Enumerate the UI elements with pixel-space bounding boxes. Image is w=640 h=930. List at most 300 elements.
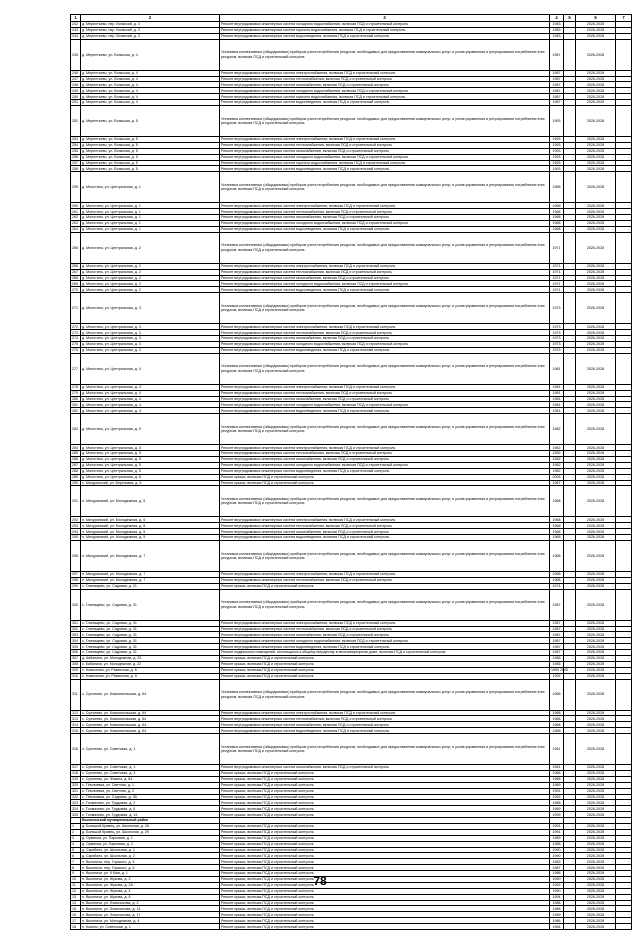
row-address: д. Молотино, ул. Центральная, д. 3 [81, 330, 220, 336]
row-number: 288 [71, 468, 81, 474]
row-year: 1973 [550, 330, 564, 336]
row-period: 2026-2028 [576, 468, 616, 474]
row-work-type: Ремонт внутридомовых инженерных систем электроснабжения, включая ПСД и строительный контроль [220, 203, 550, 209]
row-period: 2026-2028 [576, 865, 616, 871]
table-row [71, 486, 632, 517]
row-work-type: Ремонт крыши, включая ПСД и строительный контроль [220, 776, 550, 782]
row-col5 [564, 353, 576, 384]
row-year: 1987 [550, 70, 564, 76]
row-year: 1961 [550, 765, 564, 771]
row-number: 322 [71, 794, 81, 800]
row-period: 2026-2028 [576, 408, 616, 414]
row-number: 318 [71, 771, 81, 777]
row-address: п. Выгоничи, ул. Жукова, д. 2 [81, 877, 220, 883]
row-period: 2026-2028 [576, 160, 616, 166]
row-year: 1982 [550, 451, 564, 457]
row-col7 [616, 353, 632, 384]
row-number: 285 [71, 451, 81, 457]
row-period: 2026-2028 [576, 82, 616, 88]
row-work-type: Ремонт крыши, включая ПСД и строительный контроль [220, 806, 550, 812]
row-number: 300 [71, 589, 81, 620]
row-period: 2026-2028 [576, 281, 616, 287]
row-address: п. Мичуринский, ул. Молодежная, д. 5 [81, 535, 220, 541]
row-period: 2026-2028 [576, 215, 616, 221]
row-period: 2026-2028 [576, 529, 616, 535]
row-col7 [616, 172, 632, 203]
row-period: 2026-2028 [576, 765, 616, 771]
row-year: 1988 [550, 841, 564, 847]
row-year: 1973 [550, 341, 564, 347]
row-address: с. Толмачево, ул. Трудовая, д. 14 [81, 812, 220, 818]
row-year: 1982 [550, 414, 564, 445]
row-work-type: Ремонт внутридомовых инженерных систем электроснабжения, включая ПСД и строительный контроль [220, 324, 550, 330]
row-period: 2026-2028 [576, 445, 616, 451]
row-year: 1987 [550, 626, 564, 632]
row-work-type: Ремонт внутридомовых инженерных систем водоотведения, включая ПСД и строительный контроль [220, 347, 550, 353]
row-address: д. Молотино, ул. Центральная, д. 8 [81, 474, 220, 480]
row-year: 1968 [550, 776, 564, 782]
row-period: 2026-2028 [576, 812, 616, 818]
row-work-type: Ремонт внутридомовых инженерных систем холодного водоснабжения, включая ПСД и строительный контроль [220, 402, 550, 408]
row-year: 1990 [550, 847, 564, 853]
row-address: д. Мерелтьево, пер. Вонкский, д. 3 [81, 33, 220, 39]
row-work-type: Ремонт крыши, включая ПСД и строительный контроль [220, 894, 550, 900]
row-work-type: Ремонт внутридомовых инженерных систем газоснабжения, включая ПСД и строительный контроль [220, 456, 550, 462]
row-period: 2026-2028 [576, 577, 616, 583]
row-work-type: Ремонт крыши, включая ПСД и строительный контроль [220, 865, 550, 871]
row-period: 2026-2028 [576, 269, 616, 275]
row-year: 1991 [550, 829, 564, 835]
row-work-type: Ремонт внутридомовых инженерных систем водоотведения, включая ПСД и строительный контроль [220, 33, 550, 39]
table-row [71, 414, 632, 445]
row-work-type: Ремонт внутридомовых инженерных систем газоснабжения, включая ПСД и строительный контроль [220, 765, 550, 771]
row-work-type: Ремонт внутридомовых инженерных систем электроснабжения, включая ПСД и строительный контроль [220, 517, 550, 523]
row-year: 1990 2005 [551, 668, 568, 673]
row-period: 2026-2028 [576, 209, 616, 215]
row-year: 1981 [550, 402, 564, 408]
row-period: 2026-2028 [576, 882, 616, 888]
row-period: 2026-2028 [576, 912, 616, 918]
row-address: п. Мичуринский, ул. Молодежная, д. 5 [81, 523, 220, 529]
row-address: д. Орменка, ул. Парковая, д. 2 [81, 841, 220, 847]
works-table-body [71, 15, 632, 930]
row-number: 305 [71, 644, 81, 650]
row-address: д. Молотино, ул. Центральная, д. 1 [81, 221, 220, 227]
row-period: 2026-2028 [576, 517, 616, 523]
row-year: 1968 [550, 716, 564, 722]
row-work-type: Ремонт внутридомовых инженерных систем холодного водоснабжения, включая ПСД и строительный контроль [220, 281, 550, 287]
row-period: 2026-2028 [576, 390, 616, 396]
row-number: 243 [71, 27, 81, 33]
row-address: д. Мерелтьево, ул. Вонкская, д. 5 [81, 106, 220, 137]
row-work-type: Ремонт крыши, включая ПСД и строительный контроль [220, 824, 550, 830]
row-period: 2026-2028 [576, 800, 616, 806]
row-col7 [616, 293, 632, 324]
row-number: 287 [71, 462, 81, 468]
row-number: 276 [71, 347, 81, 353]
row-address: с. Сулонево, ул. Комсомольская, д. 64 [81, 722, 220, 728]
row-address: п. Выгоничи, ул. Жукова, д. 4 [81, 888, 220, 894]
row-period: 2026-2028 [576, 88, 616, 94]
row-year: 1981 [550, 353, 564, 384]
row-period: 2026-2028 [576, 330, 616, 336]
row-address: с. Глинищево, ул. Садовая, д. 31 [81, 638, 220, 644]
row-col7 [616, 540, 632, 571]
row-address: с. Глинищево, ул. Садовая, д. 31 [81, 620, 220, 626]
row-address: д. Мерелтьево, пер. Вонкский, д. 3 [81, 27, 220, 33]
row-number: 3 [71, 835, 81, 841]
row-number: 17 [71, 918, 81, 924]
row-year: 1990 [550, 888, 564, 894]
row-year: 1971 [550, 275, 564, 281]
row-address: д. Молотино, ул. Центральная, д. 1 [81, 226, 220, 232]
row-work-type: Ремонт внутридомовых инженерных систем горячего водоснабжения, включая ПСД и строительный контроль [220, 160, 550, 166]
row-number: 291 [71, 486, 81, 517]
row-number: 251 [71, 100, 81, 106]
row-number: 277 [71, 353, 81, 384]
row-number: 279 [71, 390, 81, 396]
row-year: 1968 [550, 710, 564, 716]
row-year: 1987 [550, 76, 564, 82]
header-col-6: 6 [576, 15, 616, 22]
row-number: 18 [71, 924, 81, 930]
row-work-type: Ремонт крыши, включая ПСД и строительный контроль [220, 788, 550, 794]
row-period: 2026-2028 [576, 336, 616, 342]
row-period: 2026-2028 [576, 835, 616, 841]
row-address: п. Выгоничи, ул. Ломоносова, д. 13 [81, 906, 220, 912]
row-year: 1968 [550, 486, 564, 517]
row-col5 [564, 293, 576, 324]
row-number: 278 [71, 384, 81, 390]
row-col7 [616, 414, 632, 445]
row-number: 242 [71, 22, 81, 28]
row-address: д. Мерелтьево, ул. Вонкская, д. 5 [81, 160, 220, 166]
row-address: п. Мичуринский, ул. Молодежная, д. 7 [81, 577, 220, 583]
row-work-type: Установка коллективных (общедомовых) приборов учета потребления ресурсов, необходимых для предоставления коммунальных услуг, и узлов управления и регулирования потребления этих ресурсов, включая ПСД и строительный контроль [220, 414, 550, 445]
table-row [71, 540, 632, 571]
row-work-type: Ремонт крыши, включая ПСД и строительный контроль [220, 474, 550, 480]
register-sheet [70, 14, 631, 930]
row-address: с. Глинищево, ул. Садовая, д. 31 [81, 589, 220, 620]
row-address: п. Мичуринский, ул. Молодежная, д. 7 [81, 571, 220, 577]
row-address: д. Мерелтьево, ул. Вонкская, д. 4 [81, 70, 220, 76]
row-year: 1968 [550, 535, 564, 541]
row-period: 2026-2028 [576, 679, 616, 710]
row-address: с. Тёмлиевка, ул. Светлая, д. 1 [81, 782, 220, 788]
row-col7 [616, 39, 632, 70]
row-address: д. Молотино, ул. Центральная, д. 4 [81, 353, 220, 384]
row-year: 1993 [550, 154, 564, 160]
row-period: 2026-2028 [576, 829, 616, 835]
header-col-2: 2 [81, 15, 220, 22]
row-period: 2026-2028 [576, 39, 616, 70]
row-number: 284 [71, 445, 81, 451]
row-col5 [564, 734, 576, 765]
row-address: д. Молотино, ул. Центральная, д. 3 [81, 341, 220, 347]
row-col5 [564, 232, 576, 263]
row-number: 273 [71, 330, 81, 336]
row-number: 247 [71, 76, 81, 82]
row-year: 1983 [550, 22, 564, 28]
row-work-type: Ремонт внутридомовых инженерных систем холодного водоснабжения, включая ПСД и строительный контроль [220, 154, 550, 160]
row-year: 1993 [550, 166, 564, 172]
table-header-row [71, 15, 632, 22]
row-work-type: Ремонт внутридомовых инженерных систем газоснабжения, включая ПСД и строительный контроль [220, 632, 550, 638]
row-number: 7 [71, 859, 81, 865]
row-address: д. Молотино, ул. Центральная, д. 4 [81, 408, 220, 414]
row-col5 [564, 924, 576, 930]
row-address: д. Мерелтьево, ул. Вонкская, д. 5 [81, 137, 220, 143]
row-number: 314 [71, 722, 81, 728]
row-period: 2026-2028 [576, 632, 616, 638]
row-work-type: Ремонт крыши, включая ПСД и строительный контроль [220, 888, 550, 894]
row-address: д. Молотино, ул. Центральная, д. 1 [81, 172, 220, 203]
row-work-type: Ремонт внутридомовых инженерных систем теплоснабжения, включая ПСД и строительный контроль [220, 577, 550, 583]
table-row [71, 353, 632, 384]
row-work-type: Ремонт внутридомовых инженерных систем теплоснабжения, включая ПСД и строительный контроль [220, 390, 550, 396]
row-address: д. Мерелтьево, ул. Вонкская, д. 4 [81, 76, 220, 82]
row-year: 1993 [550, 106, 564, 137]
table-row [71, 679, 632, 710]
row-year: 1986 [550, 918, 564, 924]
row-year: 1988 [550, 906, 564, 912]
row-year: 1968 [550, 571, 564, 577]
row-address: д. Молотино, ул. Центральная, д. 5 [81, 462, 220, 468]
row-work-type: Установка коллективных (общедомовых) приборов учета потребления ресурсов, необходимых для предоставления коммунальных услуг, и узлов управления и регулирования потребления этих ресурсов, включая ПСД и строительный контроль [220, 734, 550, 765]
row-year: 1968 [550, 517, 564, 523]
row-work-type: Ремонт внутридомовых инженерных систем водоотведения, включая ПСД и строительный контроль [220, 535, 550, 541]
table-row [71, 106, 632, 137]
row-col5 [564, 414, 576, 445]
row-year: 1961 [550, 734, 564, 765]
row-work-type: Установка коллективных (общедомовых) приборов учета потребления ресурсов, необходимых для предоставления коммунальных услуг, и узлов управления и регулирования потребления этих ресурсов, включая ПСД и строительный контроль [220, 486, 550, 517]
row-address: д. Мерелтьево, ул. Вонкская, д. 5 [81, 148, 220, 154]
row-year: 1973 [550, 293, 564, 324]
row-work-type: Ремонт крыши, включая ПСД и строительный контроль [220, 918, 550, 924]
row-work-type: Ремонт внутридомовых инженерных систем теплоснабжения, включая ПСД и строительный контроль [220, 209, 550, 215]
row-address: д. Молотино, ул. Центральная, д. 4 [81, 402, 220, 408]
row-address: с. Сулонево, ул. Комсомольская, д. 64 [81, 716, 220, 722]
row-address: д. Мерелтьево, ул. Вонкская, д. 5 [81, 166, 220, 172]
row-year: 1983 [550, 27, 564, 33]
table-row [71, 232, 632, 263]
row-year: 1987 [550, 865, 564, 871]
row-work-type: Установка коллективных (общедомовых) приборов учета потребления ресурсов, необходимых для предоставления коммунальных услуг, и узлов управления и регулирования потребления этих ресурсов, включая ПСД и строительный контроль [220, 589, 550, 620]
works-table [70, 14, 632, 930]
row-address: д. Мерелтьево, ул. Вонкская, д. 4 [81, 88, 220, 94]
row-number: 317 [71, 765, 81, 771]
row-work-type: Ремонт крыши, включая ПСД и строительный контроль [220, 771, 550, 777]
row-year: 1973 [550, 336, 564, 342]
row-period: 2026-2028 [576, 100, 616, 106]
row-year: 1989 [550, 782, 564, 788]
row-number: 256 [71, 154, 81, 160]
row-year: 1968 [550, 540, 564, 571]
row-number: 271 [71, 293, 81, 324]
row-period: 2026-2028 [576, 583, 616, 589]
row-work-type: Ремонт внутридомовых инженерных систем теплоснабжения, включая ПСД и строительный контроль [220, 269, 550, 275]
table-row [71, 172, 632, 203]
row-number: 282 [71, 408, 81, 414]
row-period: 2026-2028 [576, 263, 616, 269]
row-year: 1973 [550, 324, 564, 330]
row-address: д. Молотино, ул. Центральная, д. 5 [81, 445, 220, 451]
row-col5 [564, 589, 576, 620]
row-year: 1974 [550, 583, 564, 589]
row-period: 2026-2028 [576, 540, 616, 571]
row-period: 2026-2028 [576, 806, 616, 812]
row-address: д. Молотино, ул. Центральная, д. 4 [81, 396, 220, 402]
row-address: д. Молотино, ул. Центральная, д. 5 [81, 456, 220, 462]
row-period: 2026-2028 [576, 667, 616, 673]
row-period: 2026-2028 [576, 824, 616, 830]
row-work-type: Установка коллективных (общедомовых) приборов учета потребления ресурсов, необходимых для предоставления коммунальных услуг, и узлов управления и регулирования потребления этих ресурсов, включая ПСД и строительный контроль [220, 540, 550, 571]
row-period: 2026-2028 [576, 486, 616, 517]
row-year: 1982 [550, 456, 564, 462]
row-number: 319 [71, 776, 81, 782]
row-address: п. Мичуринский, ул. Молодежная, д. 7 [81, 540, 220, 571]
row-address: с. Глинищево, ул. Садовая, д. 31 [81, 626, 220, 632]
row-number: 252 [71, 106, 81, 137]
row-period: 2026-2028 [576, 906, 616, 912]
row-number: 9 [71, 871, 81, 877]
row-number: 245 [71, 39, 81, 70]
row-year: 1992 [550, 794, 564, 800]
row-address: п. Мичуринский, ул. Молодежная, д. 5 [81, 517, 220, 523]
row-number: 299 [71, 583, 81, 589]
row-period: 2026-2028 [576, 571, 616, 577]
row-period: 2026-2028 [576, 620, 616, 626]
row-address: с. Глинищево, ул. Садовая, д. 31 [81, 632, 220, 638]
row-number: 246 [71, 70, 81, 76]
row-work-type: Ремонт внутридомовых инженерных систем газоснабжения, включая ПСД и строительный контроль [220, 215, 550, 221]
row-period: 2026-2028 [576, 710, 616, 716]
row-work-type: Ремонт внутридомовых инженерных систем горячего водоснабжения, включая ПСД и строительный контроль [220, 94, 550, 100]
row-year: 1981 [550, 390, 564, 396]
row-work-type: Ремонт крыши, включая ПСД и строительный контроль [220, 871, 550, 877]
row-number: 308 [71, 661, 81, 667]
row-period: 2026-2028 [576, 27, 616, 33]
row-address: п. Выгоничи, ул. Ломоносова, д. 17 [81, 912, 220, 918]
row-period: 2026-2028 [576, 384, 616, 390]
row-period: 2026-2028 [576, 341, 616, 347]
row-period: 2026-2028 [576, 353, 616, 384]
row-address: д. Кабалачи, ул. Молодежная, д. 20 [81, 655, 220, 661]
row-address: д. Молотино, ул. Центральная, д. 2 [81, 232, 220, 263]
row-address: с. Сулонево, ул. Советская, д. 1 [81, 734, 220, 765]
row-period: 2026-2028 [576, 226, 616, 232]
row-work-type: Ремонт внутридомовых инженерных систем газоснабжения, включая ПСД и строительный контроль [220, 722, 550, 728]
row-number: 315 [71, 728, 81, 734]
row-year: 1987 [550, 82, 564, 88]
row-number: 264 [71, 226, 81, 232]
row-address: с. Тёмлиевка, ул. Светлая, д. 2 [81, 788, 220, 794]
row-number: 4 [71, 841, 81, 847]
row-period: 2026-2028 [576, 275, 616, 281]
row-work-type: Ремонт внутридомовых инженерных систем холодного водоснабжения, включая ПСД и строительный контроль [220, 88, 550, 94]
row-address: д. Молотино, ул. Центральная, д. 2 [81, 263, 220, 269]
row-work-type: Установка коллективных (общедомовых) приборов учета потребления ресурсов, необходимых для предоставления коммунальных услуг, и узлов управления и регулирования потребления этих ресурсов, включая ПСД и строительный контроль [220, 679, 550, 710]
row-number: 294 [71, 529, 81, 535]
row-address: п. Выгоничи, пер. Горького, д. 5 [81, 859, 220, 865]
row-work-type: Ремонт крыши, включая ПСД и строительный контроль [220, 853, 550, 859]
row-year: 1993 [550, 142, 564, 148]
row-work-type: Ремонт внутридомовых инженерных систем холодного водоснабжения, включая ПСД и строительный контроль [220, 341, 550, 347]
row-period: 2026-2028 [576, 462, 616, 468]
row-number: 257 [71, 160, 81, 166]
row-year: 1968 [550, 172, 564, 203]
row-address: с. Новоселки, ул. Рязанская, д. 9 [81, 673, 220, 679]
row-period: 2026-2028 [576, 293, 616, 324]
row-address: д. Молотино, ул. Центральная, д. 2 [81, 287, 220, 293]
row-col7 [616, 106, 632, 137]
row-year: 1987 [550, 632, 564, 638]
row-address: п. Выгоничи, ул. Жукова, д. 6 [81, 894, 220, 900]
row-work-type: Ремонт внутридомовых инженерных систем электроснабжения, включая ПСД и строительный контроль [220, 384, 550, 390]
row-period: 2026-2028 [576, 287, 616, 293]
row-year: 1981 [550, 408, 564, 414]
header-col-1: 1 [71, 15, 81, 22]
row-address: п. Выгоничи, ул. Молодежная, д. 4 [81, 918, 220, 924]
row-period: 2026-2028 [576, 794, 616, 800]
row-number: 254 [71, 142, 81, 148]
row-year: 1989 [550, 912, 564, 918]
row-address: с. Сулонево, ул. Комсомольская, д. 64 [81, 728, 220, 734]
row-period: 2026-2028 [576, 523, 616, 529]
row-address: д. Молотино, ул. Центральная, д. 1 [81, 209, 220, 215]
row-work-type: Ремонт крыши, включая ПСД и строительный контроль [220, 877, 550, 883]
row-address: д. Молотино, ул. Центральная, д. 2 [81, 275, 220, 281]
row-address: с. Сулонево, ул. Фокина, д. 64 [81, 776, 220, 782]
row-year: 1968 [550, 728, 564, 734]
row-number: 269 [71, 281, 81, 287]
table-row [71, 924, 632, 930]
row-work-type: Ремонт внутридомовых инженерных систем теплоснабжения, включая ПСД и строительный контроль [220, 451, 550, 457]
row-year: 1966 [550, 771, 564, 777]
row-address: с. Мичуринский, ул. Березовая, д. 5 [81, 480, 220, 486]
row-address: с. Толмачево, ул. Трудовая, д. 2 [81, 800, 220, 806]
row-number: 320 [71, 782, 81, 788]
row-number: 265 [71, 232, 81, 263]
row-year: 1993 [550, 148, 564, 154]
row-address: с. Толмачево, ул. Трудовая, д. 6 [81, 806, 220, 812]
row-address: д. Мерелтьево, ул. Вонкская, д. 4 [81, 94, 220, 100]
row-number: 10 [71, 877, 81, 883]
row-number: 280 [71, 396, 81, 402]
row-col5 [564, 106, 576, 137]
row-number: 5 [71, 847, 81, 853]
row-col5 [564, 172, 576, 203]
row-period: 2026-2028 [576, 918, 616, 924]
row-year: 1987 [550, 39, 564, 70]
row-number: 321 [71, 788, 81, 794]
row-work-type: Ремонт крыши, включая ПСД и строительный контроль [220, 667, 550, 673]
row-number: 275 [71, 341, 81, 347]
row-work-type: Установка коллективных (общедомовых) приборов учета потребления ресурсов, необходимых для предоставления коммунальных услуг, и узлов управления и регулирования потребления этих ресурсов, включая ПСД и строительный контроль [220, 232, 550, 263]
section-label: Выгоничский муниципальный район [81, 818, 220, 824]
row-period: 2026-2028 [576, 661, 616, 667]
row-col5 [564, 540, 576, 571]
row-address: с. Сулонево, ул. Комсомольская, д. 64 [81, 679, 220, 710]
row-number: 286 [71, 456, 81, 462]
row-col7 [616, 924, 632, 930]
row-period: 2026-2028 [576, 900, 616, 906]
row-period: 2026-2028 [576, 776, 616, 782]
row-year: 1989 [550, 835, 564, 841]
row-year: 1968 [550, 209, 564, 215]
row-year: 1991 [550, 824, 564, 830]
row-number: 259 [71, 172, 81, 203]
